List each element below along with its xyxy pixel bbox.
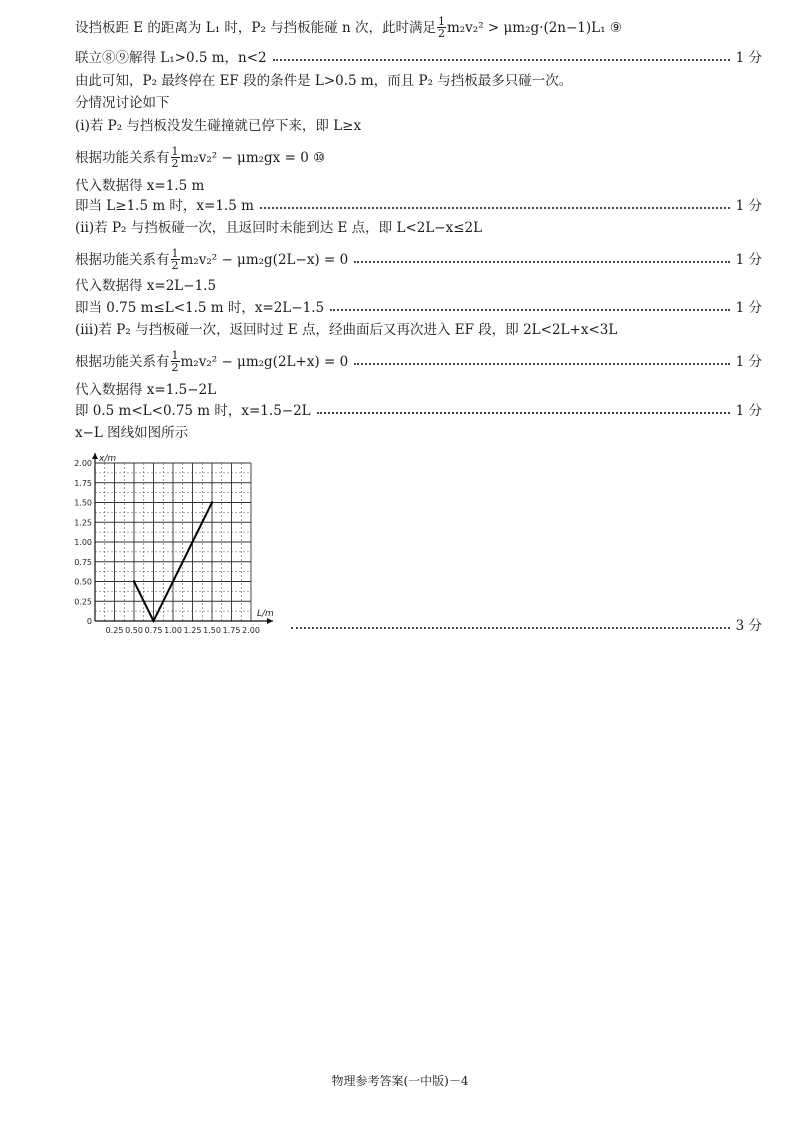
score-label: 1 分 <box>735 353 762 370</box>
y-tick-label: 0 <box>86 617 92 626</box>
line-16: 即 0.5 m<L<0.75 m 时，x=1.5−2L 1 分 <box>75 403 762 419</box>
x-L-chart <box>68 440 288 640</box>
leader-dots <box>317 412 730 414</box>
y-tick-label: 0.25 <box>74 597 92 607</box>
line-8: 即当 L≥1.5 m 时，x=1.5 m 1 分 <box>75 198 762 214</box>
y-tick-label: 0.50 <box>74 577 92 587</box>
line-6: 根据功能关系有 $\frac{1}{2}$ m₂v₂² − μm₂gx = 0 ⑩ <box>75 145 326 170</box>
leader-dots <box>273 59 730 61</box>
x-tick-label: 1.25 <box>183 626 202 635</box>
page-footer: 物理参考答案(一中版)－4 <box>331 1074 469 1088</box>
y-tick-label: 1.75 <box>74 478 92 488</box>
y-tick-label: 0.75 <box>74 557 92 567</box>
line-3: 由此可知，P₂ 最终停在 EF 段的条件是 L>0.5 m，而且 P₂ 与挡板最多只碰一次。 <box>75 73 573 89</box>
leader-dots <box>291 627 730 629</box>
line-4: 分情况讨论如下 <box>75 95 170 111</box>
x-tick-label: 0.75 <box>144 626 163 635</box>
line-13: (ⅲ)若 P₂ 与挡板碰一次，返回时过 E 点，经曲面后又再次进入 EF 段，即 2L<2L+x<3L <box>75 322 618 338</box>
x-tick-label: 0.25 <box>105 626 124 635</box>
line-7: 代入数据得 x=1.5 m <box>75 178 205 194</box>
x-tick-label: 0.50 <box>125 626 143 635</box>
fraction: $\frac{1}{2}$ <box>437 15 445 40</box>
y-tick-label: 1.25 <box>74 518 92 528</box>
line-18 <box>285 616 762 636</box>
data-point <box>133 580 135 582</box>
line-5: (ⅰ)若 P₂ 与挡板没发生碰撞就已停下来，即 L≥x <box>75 118 362 134</box>
score-label: 1 分 <box>735 50 762 66</box>
x-tick-label: 1.50 <box>203 626 221 635</box>
x-axis-label: L/m <box>257 609 274 619</box>
y-axis-label: x/m <box>99 454 117 464</box>
x-tick-label: 2.00 <box>242 626 260 635</box>
leader-dots <box>260 207 730 209</box>
line-12: 即当 0.75 m≤L<1.5 m 时，x=2L−1.5 1 分 <box>75 300 762 316</box>
data-point <box>211 501 213 503</box>
line-2: 联立⑧⑨解得 L₁>0.5 m，n<2 1 分 <box>75 50 762 66</box>
score-label: 1 分 <box>735 403 762 419</box>
line-9: (ⅱ)若 P₂ 与挡板碰一次，且返回时未能到达 E 点，即 L<2L−x≤2L <box>75 220 483 236</box>
line-1: 设挡板距 E 的距离为 L₁ 时，P₂ 与挡板能碰 n 次，此时满足 $\frac{1}{2}$ m₂v₂² > μm₂g·(2n−1)L₁ ⑨ <box>75 15 622 40</box>
fraction: $\frac{1}{2}$ <box>171 349 179 374</box>
fraction: $\frac{1}{2}$ <box>171 247 179 272</box>
leader-dots <box>330 309 729 311</box>
line-11: 代入数据得 x=2L−1.5 <box>75 278 217 294</box>
y-tick-label: 2.00 <box>74 459 92 468</box>
line-17: x−L 图线如图所示 <box>75 425 189 441</box>
y-tick-label: 1.00 <box>74 538 92 547</box>
leader-dots <box>354 261 729 263</box>
line-14: 根据功能关系有 $\frac{1}{2}$ m₂v₂² − μm₂g(2L+x) = 0 1 分 <box>75 349 762 374</box>
x-tick-label: 1.00 <box>164 626 182 635</box>
line-15: 代入数据得 x=1.5−2L <box>75 382 217 398</box>
y-tick-label: 1.50 <box>74 498 92 508</box>
score-label: 3 分 <box>735 618 762 634</box>
score-label: 1 分 <box>735 198 762 214</box>
score-label: 1 分 <box>735 300 762 316</box>
leader-dots <box>354 363 729 365</box>
line-10: 根据功能关系有 $\frac{1}{2}$ m₂v₂² − μm₂g(2L−x) = 0 1 分 <box>75 247 762 272</box>
x-tick-label: 1.75 <box>222 626 241 635</box>
data-point <box>152 620 154 622</box>
score-label: 1 分 <box>735 251 762 268</box>
y-axis-arrow <box>92 453 98 459</box>
fraction: $\frac{1}{2}$ <box>171 145 179 170</box>
